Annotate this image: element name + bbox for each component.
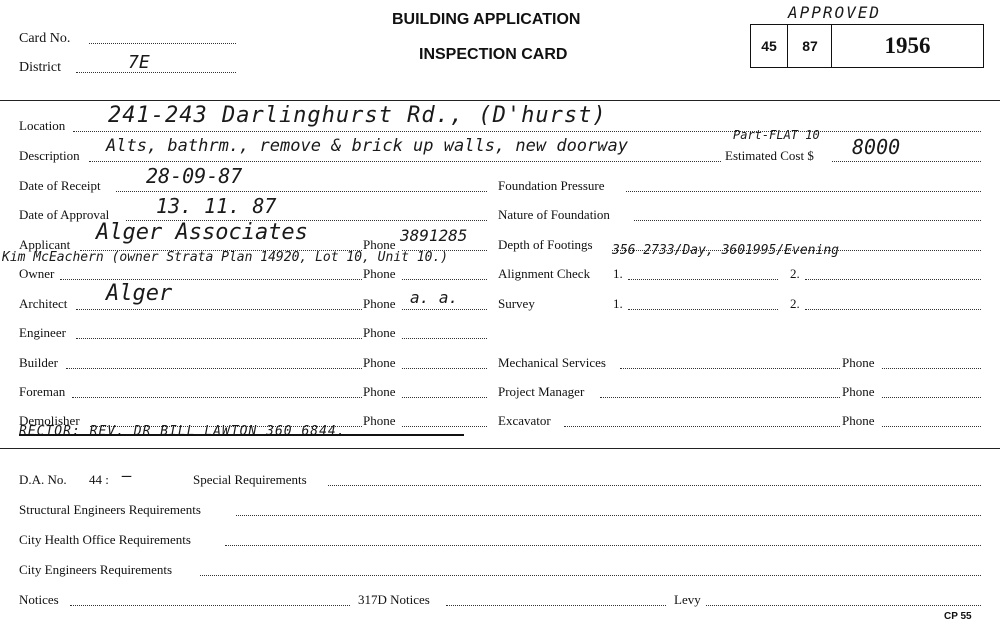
structural-requirements-label: Structural Engineers Requirements — [19, 502, 201, 517]
section-divider — [0, 448, 1000, 449]
nature-foundation-label: Nature of Foundation — [498, 207, 610, 222]
foreman-label: Foreman — [19, 384, 66, 399]
foreman-field[interactable] — [72, 397, 362, 398]
depth-footings-label: Depth of Footings — [498, 237, 593, 252]
health-requirements-label: City Health Office Requirements — [19, 532, 191, 547]
special-requirements-label: Special Requirements — [193, 472, 307, 487]
reference-col2: 87 — [787, 25, 832, 67]
receipt-label: Date of Receipt — [19, 178, 101, 193]
builder-phone-field[interactable] — [402, 368, 487, 369]
location-value: 241-243 Darlinghurst Rd., (D'hurst) — [108, 103, 607, 128]
survey-num1: 1. — [613, 296, 623, 311]
card-no-field[interactable] — [89, 43, 236, 44]
foreman-phone-field[interactable] — [402, 397, 487, 398]
architect-phone-value: a. a. — [410, 288, 459, 307]
alignment-num1: 1. — [613, 266, 623, 281]
mechanical-label: Mechanical Services — [498, 355, 606, 370]
notices-label: Notices — [19, 592, 59, 607]
survey-field-2[interactable] — [805, 309, 981, 310]
engineer-field[interactable] — [76, 338, 362, 339]
demolisher-phone-label: Phone — [363, 413, 396, 428]
approval-value: 13. 11. 87 — [156, 194, 277, 218]
architect-label: Architect — [19, 296, 68, 311]
applicant-phone-label: Phone — [363, 237, 396, 252]
levy-label: Levy — [674, 592, 701, 607]
owner-value: Kim McEachern (owner Strata Plan 14920, Lot 10, Unit 10.) — [2, 250, 449, 265]
district-label: District — [19, 60, 61, 75]
structural-requirements-field[interactable] — [236, 515, 981, 516]
strikethrough-line — [19, 434, 464, 436]
project-manager-label: Project Manager — [498, 384, 585, 399]
architect-value: Alger — [106, 281, 173, 306]
owner-label: Owner — [19, 266, 55, 281]
card-no-label: Card No. — [19, 31, 71, 46]
excavator-phone-field[interactable] — [882, 426, 981, 427]
levy-field[interactable] — [706, 605, 981, 606]
da-label: D.A. No. — [19, 472, 67, 487]
demolisher-phone-field[interactable] — [402, 426, 487, 427]
form-subtitle: INSPECTION CARD — [419, 46, 568, 63]
foreman-phone-label: Phone — [363, 384, 396, 399]
applicant-label: Applicant — [19, 237, 71, 252]
owner-phone-label: Phone — [363, 266, 396, 281]
project-manager-phone-label: Phone — [842, 384, 875, 399]
architect-phone-field[interactable] — [402, 309, 487, 310]
architect-phone-label: Phone — [363, 296, 396, 311]
owner-field[interactable] — [60, 279, 362, 280]
struck-rector-note: RECTOR: REV. DR BILL LAWTON 360 6844. — [19, 424, 346, 439]
district-value: 7E — [128, 52, 150, 73]
approved-stamp: APPROVED — [788, 3, 882, 22]
reference-box — [750, 24, 984, 68]
description-label: Description — [19, 148, 80, 163]
survey-label: Survey — [498, 296, 535, 311]
nature-foundation-field[interactable] — [634, 220, 981, 221]
demolisher-label: Demolisher — [19, 413, 80, 428]
district-field[interactable] — [76, 72, 236, 73]
form-title: BUILDING APPLICATION — [392, 11, 581, 28]
owner-contact-note: 356 2733/Day, 3601995/Evening — [612, 243, 839, 258]
alignment-field-2[interactable] — [805, 279, 981, 280]
applicant-phone-value: 3891285 — [400, 226, 468, 245]
estimated-cost-value: 8000 — [852, 135, 901, 159]
alignment-num2: 2. — [790, 266, 800, 281]
survey-num2: 2. — [790, 296, 800, 311]
engineer-label: Engineer — [19, 325, 66, 340]
architect-field[interactable] — [76, 309, 362, 310]
location-label: Location — [19, 118, 66, 133]
mechanical-field[interactable] — [620, 368, 840, 369]
estimated-cost-label: Estimated Cost $ — [725, 148, 814, 163]
project-manager-field[interactable] — [600, 397, 840, 398]
estimated-cost-field[interactable] — [832, 161, 981, 162]
description-field[interactable] — [89, 161, 721, 162]
notices-317d-field[interactable] — [446, 605, 666, 606]
excavator-field[interactable] — [564, 426, 840, 427]
project-manager-phone-field[interactable] — [882, 397, 981, 398]
notices-317d-label: 317D Notices — [358, 592, 430, 607]
foundation-pressure-label: Foundation Pressure — [498, 178, 605, 193]
owner-phone-field[interactable] — [402, 279, 487, 280]
excavator-label: Excavator — [498, 413, 551, 428]
alignment-field-1[interactable] — [628, 279, 778, 280]
receipt-field[interactable] — [116, 191, 487, 192]
applicant-value: Alger Associates — [96, 220, 308, 245]
reference-col1: 45 — [761, 38, 777, 54]
description-value: Alts, bathrm., remove & brick up walls, new doorway — [106, 136, 628, 156]
excavator-phone-label: Phone — [842, 413, 875, 428]
mechanical-phone-field[interactable] — [882, 368, 981, 369]
builder-field[interactable] — [66, 368, 362, 369]
city-engineers-field[interactable] — [200, 575, 981, 576]
reference-col3: 1956 — [831, 25, 983, 67]
special-requirements-field[interactable] — [328, 485, 981, 486]
builder-phone-label: Phone — [363, 355, 396, 370]
approval-label: Date of Approval — [19, 207, 110, 222]
da-dash: — — [122, 466, 132, 485]
alignment-label: Alignment Check — [498, 266, 591, 281]
foundation-pressure-field[interactable] — [626, 191, 981, 192]
mechanical-phone-label: Phone — [842, 355, 875, 370]
location-note: Part-FLAT 10 — [733, 128, 820, 142]
da-value: 44 : — [89, 472, 109, 487]
engineer-phone-field[interactable] — [402, 338, 487, 339]
depth-footings-field[interactable] — [612, 250, 981, 251]
notices-field[interactable] — [70, 605, 350, 606]
receipt-value: 28-09-87 — [146, 164, 243, 188]
form-code: CP 55 — [944, 611, 972, 622]
health-requirements-field[interactable] — [225, 545, 981, 546]
engineer-phone-label: Phone — [363, 325, 396, 340]
city-engineers-label: City Engineers Requirements — [19, 562, 173, 577]
location-field[interactable] — [73, 131, 981, 132]
survey-field-1[interactable] — [628, 309, 778, 310]
builder-label: Builder — [19, 355, 58, 370]
header-divider — [0, 100, 1000, 101]
